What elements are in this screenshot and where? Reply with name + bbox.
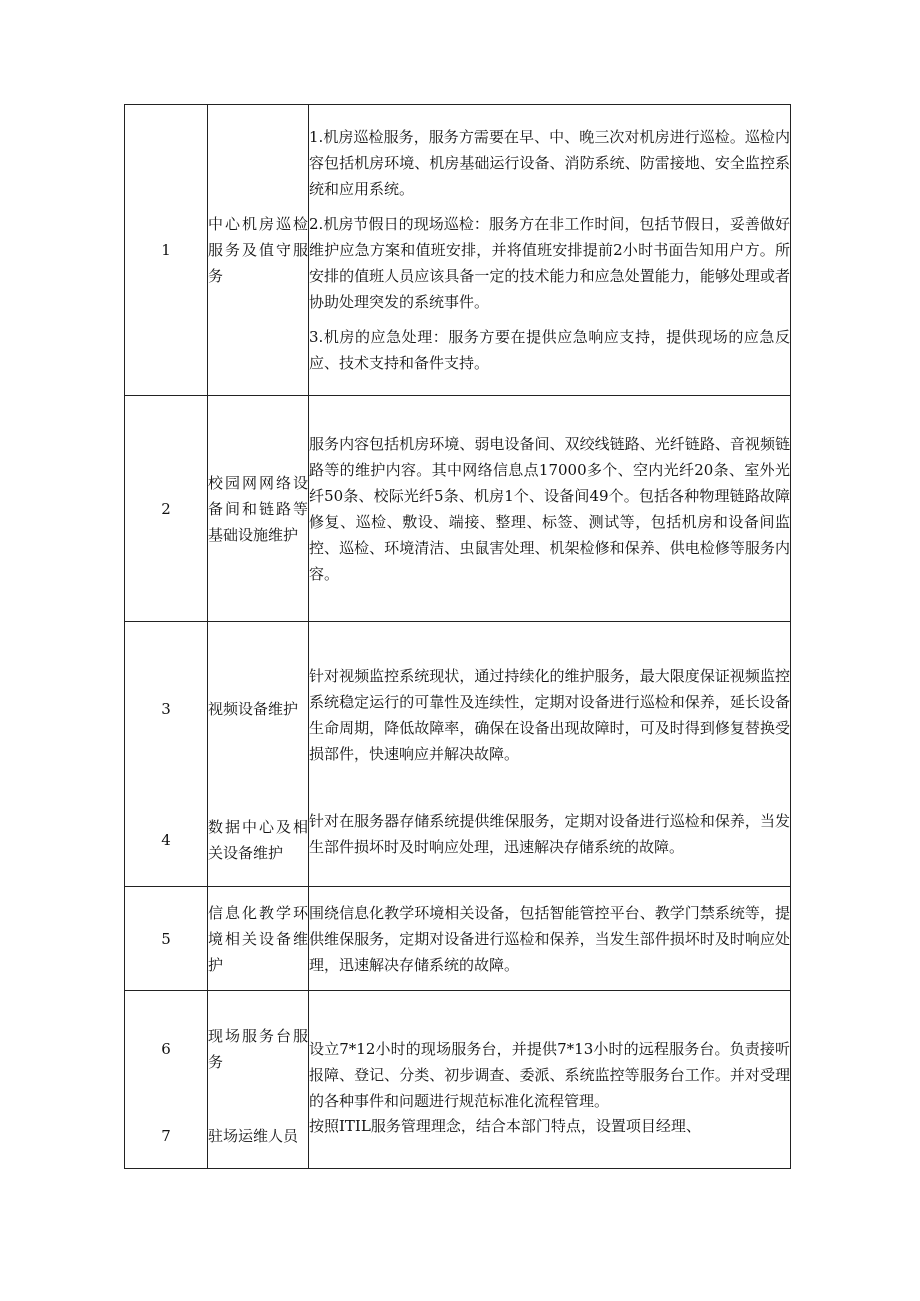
row-number: 7	[161, 1127, 171, 1145]
service-name-cell	[208, 622, 309, 887]
service-name: 数据中心及相关设备维护	[208, 817, 308, 862]
service-name: 视频设备维护	[208, 699, 299, 718]
row-number-cell	[125, 991, 208, 1169]
service-table	[124, 104, 791, 1169]
service-description	[309, 105, 791, 396]
description-paragraph: 围绕信息化教学环境相关设备，包括智能管控平台、教学门禁系统等，提供维保服务，定期对设备进行巡检和保养，当发生部件损坏时及时响应处理，迅速解决存储系统的故障。	[309, 903, 790, 974]
row-number: 6	[161, 1039, 171, 1058]
service-name: 校园网网络设备间和链路等基础设施维护	[208, 396, 309, 622]
row-number: 4	[161, 830, 171, 849]
table-row	[125, 105, 791, 396]
description-paragraph: 设立7*12小时的现场服务台，并提供7*13小时的远程服务台。负责接听报障、登记、分类、初步调查、委派、系统监控等服务台工作。并对受理的各种事件和问题进行规范标准化流程管理。	[309, 1040, 790, 1110]
description-paragraph: 2.机房节假日的现场巡检：服务方在非工作时间，包括节假日，妥善做好维护应急方案和值班安排，并将值班安排提前2小时书面告知用户方。所安排的值班人员应该具备一定的技术能力和应急处置能力，能够处理或者协助处理突发的系统事件。	[309, 215, 790, 311]
row-number-cell	[125, 622, 208, 887]
description-paragraph: 1.机房巡检服务，服务方需要在早、中、晚三次对机房进行巡检。巡检内容包括机房环境、机房基础运行设备、消防系统、防雷接地、安全监控系统和应用系统。	[309, 128, 790, 198]
service-name: 中心机房巡检服务及值守服务	[208, 105, 309, 396]
description-paragraph: 3.机房的应急处理：服务方要在提供应急响应支持，提供现场的应急反应、技术支持和备件支持。	[309, 328, 790, 372]
table-row	[125, 396, 791, 622]
service-name: 现场服务台服务	[208, 1026, 308, 1071]
table-row-merged	[125, 991, 791, 1169]
description-paragraph: 针对视频监控系统现状，通过持续化的维护服务，最大限度保证视频监控系统稳定运行的可靠性及连续性，定期对设备进行巡检和保养，延长设备生命周期，降低故障率，确保在设备出现故障时，可及时得到修复替换受损部件，快速响应并解决故障。	[309, 667, 790, 763]
service-name: 驻场运维人员	[208, 1127, 299, 1145]
service-description	[309, 991, 791, 1169]
service-name: 信息化教学环境相关设备维护	[208, 887, 309, 991]
description-paragraph: 服务内容包括机房环境、弱电设备间、双绞线链路、光纤链路、音视频链路等的维护内容。其中网络信息点17000多个、空内光纤20条、室外光纤50条、校际光纤5条、机房1个、设备间49个。包括各种物理链路故障修复、巡检、敷设、端接、整理、标签、测试等，包括机房和设备间监控、巡检、环境清洁、虫鼠害处理、机架检修和保养、供电检修等服务内容。	[309, 434, 790, 583]
service-name-cell	[208, 991, 309, 1169]
row-number: 1	[125, 105, 208, 396]
row-number: 2	[125, 396, 208, 622]
description-paragraph: 针对在服务器存储系统提供维保服务，定期对设备进行巡检和保养，当发生部件损坏时及时响应处理，迅速解决存储系统的故障。	[309, 812, 790, 856]
row-number: 5	[125, 887, 208, 991]
service-description	[309, 887, 791, 991]
row-number: 3	[161, 699, 171, 718]
service-description	[309, 622, 791, 887]
service-description	[309, 396, 791, 622]
description-paragraph: 按照ITIL服务管理理念，结合本部门特点，设置项目经理、	[309, 1117, 701, 1135]
table-row	[125, 887, 791, 991]
table-row-merged	[125, 622, 791, 887]
